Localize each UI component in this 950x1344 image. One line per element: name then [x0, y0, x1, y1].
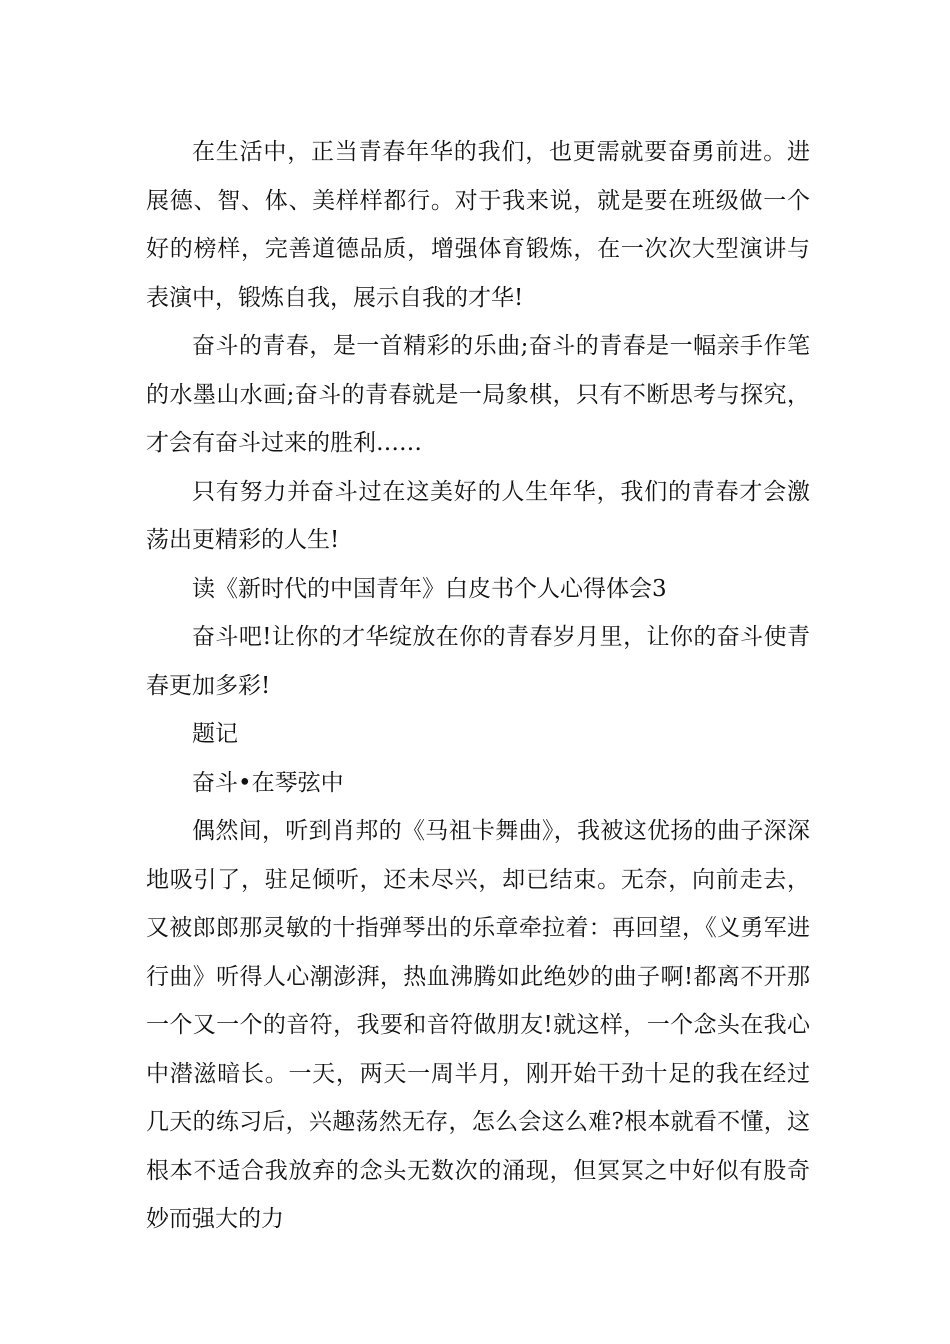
paragraph-music-story: 偶然间，听到肖邦的《马祖卡舞曲》，我被这优扬的曲子深深地吸引了，驻足倾听，还未尽兴，却已结束。无奈，向前走去，又被郎郎那灵敏的十指弹琴出的乐章牵拉着：再回望，《义勇军进行曲》听得人心潮澎湃，热血沸腾如此绝妙的曲子啊!都离不开那一个又一个的音符，我要和音符做朋友!就这样，一个念头在我心中潜滋暗长。一天，两天一周半月，刚开始干劲十足的我在经过几天的练习后，兴趣荡然无存，怎么会这么难?根本就看不懂，这根本不适合我放弃的念头无数次的涌现，但冥冥之中好似有股奇妙而强大的力	[146, 818, 810, 1232]
paragraph-youth-metaphors: 奋斗的青春，是一首精彩的乐曲;奋斗的青春是一幅亲手作笔的水墨山水画;奋斗的青春就是一局象棋，只有不断思考与探究，才会有奋斗过来的胜利……	[146, 333, 810, 456]
epigraph-label: 题记	[192, 721, 238, 747]
paragraph-life-progress: 在生活中，正当青春年华的我们，也更需就要奋勇前进。进展德、智、体、美样样都行。对于我来说，就是要在班级做一个好的榜样，完善道德品质，增强体育锻炼，在一次次大型演讲与表演中，锻炼自我，展示自我的才华!	[146, 139, 810, 311]
paragraph-effort-life: 只有努力并奋斗过在这美好的人生年华，我们的青春才会激荡出更精彩的人生!	[146, 478, 810, 553]
paragraph-epigraph: 奋斗吧!让你的才华绽放在你的青春岁月里，让你的奋斗使青春更加多彩!	[146, 624, 810, 699]
essay-title: 奋斗•在琴弦中	[192, 769, 344, 796]
section-heading: 读《新时代的中国青年》白皮书个人心得体会3	[192, 575, 667, 602]
document-body	[146, 128, 810, 1244]
